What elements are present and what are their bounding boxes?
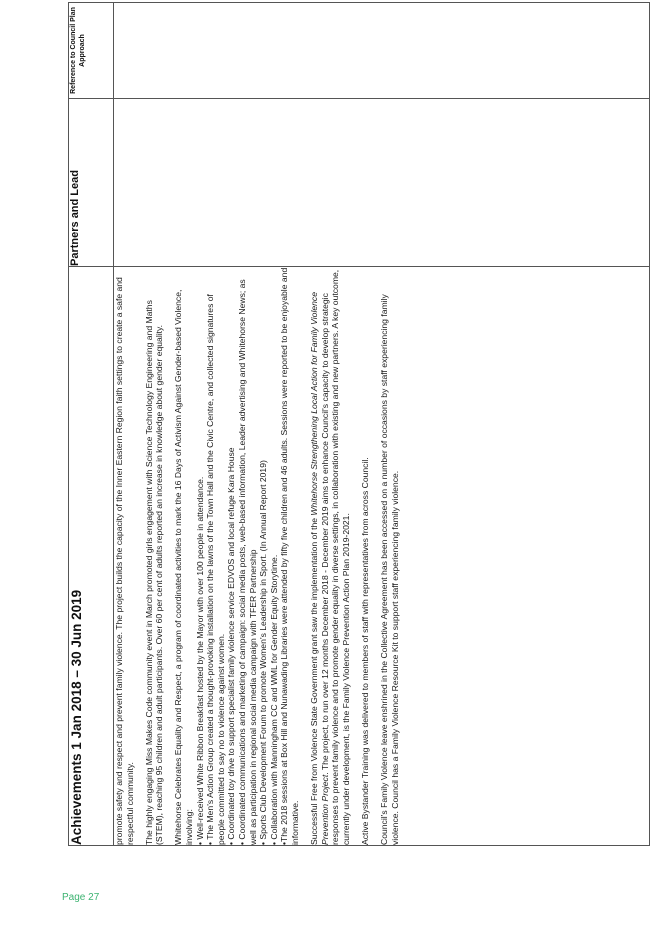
list-item: • Sports Club Development Forum to promote Women’s Leadership in Sport. (In Annual Report 2019) [258,460,269,845]
grant-project-title: Whitehorse Strengthening Local Action for Family Violence Prevention Project [309,292,330,845]
header-partners-and-lead: Partners and Lead [69,99,114,267]
reference-cell [114,3,650,99]
header-reference-council-plan: Reference to Council Plan Approach [69,3,114,99]
leave-paragraph: Council’s Family Violence leave enshrined in the Collective Agreement has been accessed on a number of occasions by staff experiencing family violence. Council has a Family Violence Resource Kit to support staff experiencing family violence. [378,294,400,845]
faith-settings-paragraph: promote safety and respect and prevent family violence. The project builds the capacity of the Inner Eastern Region faith settings to create a safe and respectful community. [114,277,135,845]
achievements-cell [114,267,650,846]
list-item: • Well-received White Ribbon Breakfast hosted by the Mayor with over 100 people in attendance. [194,476,205,845]
list-item: • Coordinated communications and marketing of campaign: social media posts, web-based information, Leader advertising and Whitehorse News; as well as participation in regional social media campaign with TFER Partnership [236,279,258,845]
achievements-table [68,2,650,846]
list-item: • Collaboration with Manningham CC and WML for Gender Equity Storytime. [268,554,279,845]
header-achievements: Achievements 1 Jan 2018 – 30 Jun 2019 [69,267,114,846]
grant-paragraph [309,267,351,845]
activism-list [195,267,301,845]
page-number: Page 27 [62,892,100,903]
stem-event-paragraph: The highly engaging Miss Makes Code community event in March promoted girls engagement with Science Technology Engineering and Maths (STEM), reaching 95 children and adult participants. Over 60 per cent of adults reported an increase in knowledge about gender equality. [143,300,165,845]
bystander-paragraph: Active Bystander Training was delivered to members of staff with representatives from across Council. [359,457,370,845]
rotated-page [68,3,650,846]
activism-block [173,267,300,845]
activism-intro: Whitehorse Celebrates Equality and Respect, a program of coordinated activities to mark the 16 Days of Activism Against Gender-based Violence, involving: [173,289,194,845]
partners-cell [114,99,650,267]
list-item: • Coordinated toy drive to support specialist family violence service EDVOS and local refuge Kara House [226,447,237,845]
grant-text-after: . The project, to run over 12 months December 2018 - December 2019 aims to enhance Council’s capacity to develop strategic responses to prevent family violence and to promote gender equality in diverse settings, in collaboration with existing and new partners. A key outcome, currently under development, is the Family Violence Prevention Action Plan 2019-2021. [319,269,351,845]
list-item: •The 2018 sessions at Box Hill and Nunawading Libraries were attended by fifty five children and 46 adults. Sessions were reported to be enjoyable and informative. [279,267,300,845]
list-item: • The Men’s Action Group created a thought-provoking installation on the lawns of the Town Hall and the Civic Centre, and collected signatures of people committed to say no to violence against women. [205,294,226,845]
table-header-row [69,3,114,846]
table-row [114,3,650,846]
grant-text-before: Successful Free from Violence State Government grant saw the implementation of the [309,515,319,845]
